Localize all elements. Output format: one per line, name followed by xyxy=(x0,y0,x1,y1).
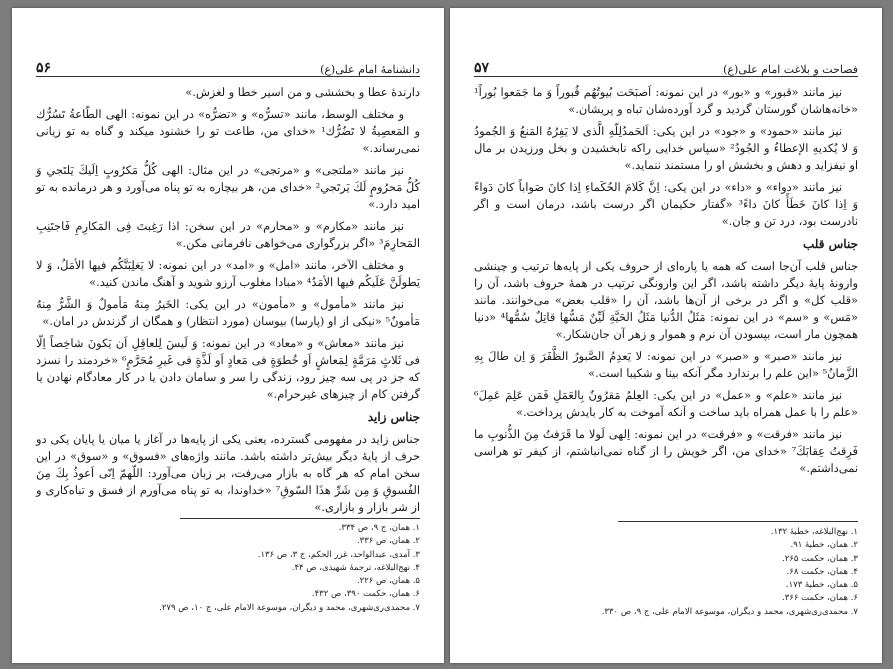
page-header xyxy=(36,58,420,77)
footnote: ۳. همان، حکمت ۲۶۵. xyxy=(782,553,858,564)
footnote: ۴. نهج‌البلاغه، ترجمهٔ شهیدی، ص ۴۴. xyxy=(291,562,420,573)
footnote: ۱. نهج‌البلاغه، خطبهٔ ۱۳۲. xyxy=(770,527,858,537)
paragraph: نیز مانند «حمود» و «جود» در این یکی: اَلحَمدُلِلّهِ الَّذی لا یَفِرُهُ المَنعُ وَ الجُمودُ وَ لا یُکدیهِ الإعطاءُ و الجُودُ² «سپاس خدایی راکه نابخشیدن و بخل ورزیدن بر مال او نیفزاید و دهش و بخشش او را مستمند ننماید.» xyxy=(474,124,858,172)
footnote: ۲. همان، ص ۳۳۶. xyxy=(356,536,420,547)
paragraph: نیز مانند «صبر» و «صبر» در این نمونه: لا یَعدِمُ الصَّبورُ الظَّفَرَ وَ اِن طالَ بِهِ الزَّمانُ⁵ «این علم را برندارد مگر آنکه بینا و شکیبا است.» xyxy=(474,349,858,380)
paragraph: نیز مانند «مأمول» و «مأمون» در این یکی: الخَیرُ مِنهُ مَأمولٌ وَ الشَّرُّ مِنهُ مَأمونٌ⁵ «نیکی از او (پارسا) بیوسان (مورد انتظار) و همگان از گزندش در امان.» xyxy=(36,297,420,328)
footnote: ۶. همان، حکمت ۳۶۶. xyxy=(782,593,858,604)
paragraph: دارندهٔ عطا و بخششی و من اسیر خطا و لغزش.» xyxy=(185,85,420,99)
footnote: ۵. همان، خطبهٔ ۱۷۳. xyxy=(785,580,858,591)
paragraph: جناس قلب آن‌جا است که همه یا پاره‌ای از حروف یکی از پایه‌ها ترتیب و چینشی وارونهٔ پایهٔ دیگر داشته باشد، اگر این وارونگی ترتیب در همهٔ حروف باشد، آن را «قلب کل» و اگر در برخی از آن‌ها باشد، آن را «قلب بعض» می‌خوانند. مانند «مَس» و «سم» در این نمونه: مَثَلُ الدُّنیا مَثَلُ الحَیَّةِ لَیِّنٌ مَسُّها قاتِلٌ سُمُّها⁴ «دنیا همچون مار است، بپسودن آن نرم و هموار و زهر آن جان‌شکار.» xyxy=(474,259,858,341)
right-page xyxy=(450,8,882,663)
footnote-divider xyxy=(618,521,858,522)
footnotes xyxy=(36,522,420,615)
paragraph: جناس زاید در مفهومی گسترده، یعنی یکی از پایه‌ها در آغاز یا میان یا پایان یکی دو حرف از پایهٔ دیگر بیش‌تر داشته باشد. مانند واژه‌های «فسوق» و «سوق» در این سخن امام که هر گاه به بازار می‌رفت، بر زبان می‌آورد: اللّهمّ اِنّی اَعوذُ بِكَ مِنَ الفُسوقِ وَ مِن شَرِّ هذَا السّوقِ⁷ «خداوندا، به تو پناه می‌آورم از فسق و تباه‌کاری و از شر بازار و بازاری.» xyxy=(36,432,420,514)
paragraph: نیز مانند «مکارم» و «محارم» در این سخن: اذا رَغِبتَ فِی المَکارِمِ فَاجتَنِبِ المَحارِمَ³ «اگر بزرگواری می‌خواهی نافرمانی مکن.» xyxy=(36,219,420,250)
footnote: ۷. محمدی‌ری‌شهری، محمد و دیگران، موسوعة الامام علی، ج ۱۰، ص ۲۷۹. xyxy=(159,602,420,613)
paragraph: و مختلف الوسط، مانند «تسرُّه» و «تضرُّه» در این نمونه: الهی الطّاعةُ تَسُرُّك و المَعصِيةُ لا تَضُرُّك¹ «خدای من، طاعت تو را خشنود میکند و گناه به تو زیانی نمی‌رساند.» xyxy=(36,107,421,155)
footnote: ۷. محمدی‌ری‌شهری، محمد و دیگران، موسوعة الامام علی، ج ۹، ص ۳۳۰. xyxy=(601,606,858,617)
page-header xyxy=(474,58,858,77)
paragraph: نیز مانند «علم» و «عمل» در این یکی: العِلمُ مَقرُونٌ بِالعَمَلِ فَمَن عَلِمَ عَمِلَ⁶ «علم را با عمل همراه باید ساخت و آنکه آموخت به کار بایدش پرداخت.» xyxy=(474,388,858,419)
page-body xyxy=(36,84,420,521)
paragraph: نیز مانند «دواء» و «داء» در این یکی: اِنَّ کَلامَ الحُکَماءِ اِذا کانَ صَواباً کانَ دَواءً وَ اِذا کانَ خَطَأً کانَ داءً³ «گفتار حکیمان اگر درست باشد، درمان است و اگر نادرست بود، درد تن و جان.» xyxy=(474,180,858,228)
paragraph: نیز مانند «معاش» و «معاد» در این نمونه: وَ لَیسَ لِلعاقِلِ اَن یَکونَ شاخِصاً اِلّا فی ثَلاثٍ مَرَمَّةٍ لِمَعاشٍ اَو خُطوَةٍ فی مَعادٍ اَو لَذَّةٍ فی غَیرِ مُحَرَّمٍ⁶ «خردمند را نسزد که جز در پی سه چیز رود، زندگی را سر و سامان دادن یا در کار معادگام نهادن یا گرفتن کام از چیزهای غیرحرام.» xyxy=(36,336,420,401)
section-heading: جناس قلب xyxy=(802,237,858,251)
footnote: ۴. همان، حکمت ۶۸. xyxy=(786,566,858,577)
footnotes xyxy=(474,526,858,619)
running-title: دانشنامهٔ امام علی(ع) xyxy=(320,63,420,76)
left-page xyxy=(12,8,444,663)
footnote: ۵. همان، ص ۲۲۶. xyxy=(356,576,420,587)
paragraph: نیز مانند «ملتجی» و «مرتجی» در این مثال: الهی کُلُّ مَکرُوبٍ اِلَيكَ يَلتَجي وَ کُلُّ مَحرُومٍ لَكَ يَرتَجي² «خدای من، هر بیچاره به تو پناه می‌آورد و هر درمانده به تو امید دارد.» xyxy=(36,163,420,211)
footnote: ۳. آمدی، عبدالواحد، غرر الحکم، ج ۳، ص ۱۳۶. xyxy=(257,549,420,560)
paragraph: نیز مانند «فرقت» و «فرقت» در این نمونه: اِلهی لَولا ما قَرَفتُ مِنَ الذُّنوبِ ما فَرِقتُ عِقابَكَ⁷ «خدای من، اگر خویش را از گناه نمی‌انباشتم، از کیفر تو هراسی نمی‌داشتم.» xyxy=(474,427,858,475)
footnote: ۱. همان، ج ۹، ص ۳۳۴. xyxy=(338,523,420,533)
running-title: فصاحت و بلاغت امام علی(ع) xyxy=(723,63,858,76)
section-heading: جناس زاید xyxy=(367,410,420,424)
page-number: ۵۷ xyxy=(474,60,490,76)
page-body xyxy=(474,84,858,482)
paragraph: نیز مانند «قبور» و «بور» در این نمونه: اَصبَحَت بُیوتُهُم قُبوراً وَ ما جَمَعوا بُوراً¹ «خانه‌هاشان گورستان گردید و گرد آورده‌شان تباه و پریشان.» xyxy=(474,85,858,116)
footnote: ۶. همان، حکمت ۳۹۰، ص ۴۳۲. xyxy=(311,589,420,600)
footnote: ۲. همان، خطبهٔ ۹۱. xyxy=(790,540,858,551)
page-number: ۵۶ xyxy=(36,60,52,76)
paragraph: و مختلف الآخر، مانند «امل» و «امد» در این نمونه: لا یَغلِبَنَّکُم فیها الأمَلُ، وَ لا یَطولَنَّ عَلَیکُم فیها الأمَدُ⁴ «مبادا مغلوب آرزو شوید و آهنگ ماندن کنید.» xyxy=(36,258,420,289)
footnote-divider xyxy=(180,518,420,519)
